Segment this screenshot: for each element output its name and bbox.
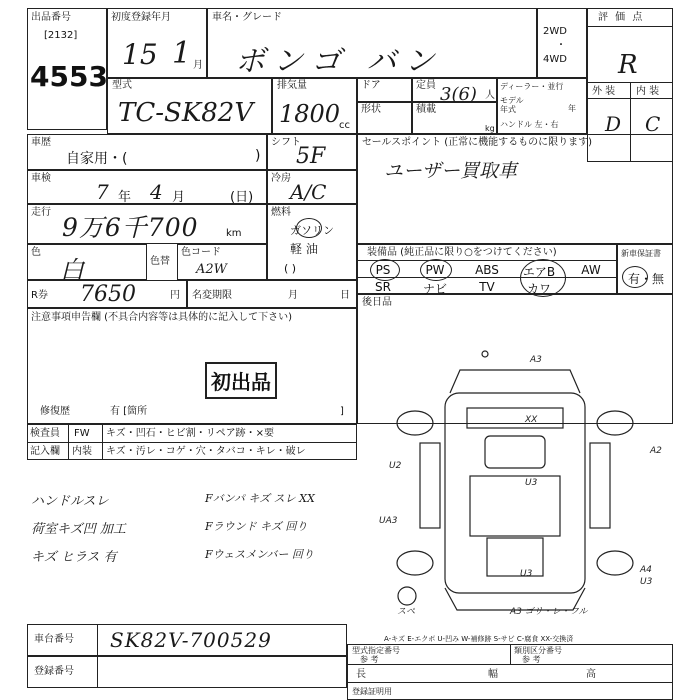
load-unit: kg bbox=[485, 124, 495, 133]
repair-value: 有 [箇所 bbox=[110, 406, 148, 417]
diagram-mark: A4 bbox=[640, 565, 652, 575]
car-name: ボンゴ バン bbox=[235, 44, 443, 79]
equipment-item: PW bbox=[425, 263, 445, 277]
fuel-diesel: 軽 油 bbox=[290, 242, 318, 256]
sales-point-label: セールスポイント (正常に機能するものに限ります) bbox=[362, 137, 593, 148]
caution-box bbox=[27, 308, 357, 424]
mileage-value: 9万6千700 bbox=[62, 213, 199, 242]
category-label: 類別区分番号 bbox=[514, 646, 562, 655]
shift-label: シフト bbox=[271, 137, 301, 148]
diagram-mark: A3 bbox=[530, 355, 542, 365]
inspector-label: 検査員 bbox=[30, 428, 60, 439]
equipment-item: PS bbox=[375, 263, 391, 277]
handle-label: ハンドル 左・右 bbox=[500, 120, 559, 129]
type-label: 型式 bbox=[112, 80, 132, 91]
shift-value: 5F bbox=[296, 144, 326, 169]
diagram-mark: U3 bbox=[525, 478, 538, 488]
capacity-value: 3(6) bbox=[440, 84, 477, 105]
length-label: 長 bbox=[356, 669, 366, 680]
equipment-label: 装備品 (純正品に限り○をつけてください) bbox=[367, 247, 557, 258]
equipment-row-2 bbox=[357, 278, 617, 294]
equipment-item: ABS bbox=[475, 263, 499, 277]
first-listing-stamp: 初出品 bbox=[205, 362, 277, 399]
wheel-fr bbox=[597, 411, 633, 435]
wheel-rl bbox=[397, 551, 433, 575]
equipment-item: AW bbox=[581, 263, 601, 277]
model-year-label: モデル 年式 bbox=[500, 96, 524, 114]
disp-value: 1800 bbox=[279, 100, 341, 128]
color-change-label: 色替 bbox=[150, 256, 170, 267]
ext-label: 外 装 bbox=[592, 86, 616, 97]
height-label: 高 bbox=[586, 669, 596, 680]
name-grade-label: 車名・グレード bbox=[212, 12, 282, 23]
warranty-options: 有・無 bbox=[628, 272, 665, 286]
remark-left: ハンドルスレ bbox=[31, 494, 109, 509]
diagram-mark: U3 bbox=[640, 577, 653, 587]
name-change-day: 日 bbox=[340, 290, 350, 301]
history-box bbox=[27, 134, 267, 170]
cert-label: 登録証明用 bbox=[352, 687, 392, 696]
fuel-label: 燃料 bbox=[271, 207, 291, 218]
remark-right: Fバンパ キズ スレ XX bbox=[205, 492, 315, 505]
vehicle-diagram bbox=[375, 348, 675, 624]
recycle-unit: 円 bbox=[170, 290, 180, 301]
spare-wheel bbox=[398, 587, 416, 605]
caution-label: 注意事項申告欄 (不具合内容等は具体的に記入して下さい) bbox=[31, 312, 292, 323]
history-value: 自家用・( bbox=[66, 151, 128, 167]
airbag-circle bbox=[520, 259, 566, 297]
ps-circle bbox=[370, 259, 400, 281]
inspection-month-unit: 月 bbox=[172, 190, 186, 205]
color-code-label: 色コード bbox=[181, 247, 221, 258]
repair-label: 修復歴 bbox=[40, 406, 70, 417]
ref-label: 参 考 bbox=[360, 655, 379, 664]
drive-dot: ・ bbox=[556, 40, 566, 51]
chassis-value: SK82V-700529 bbox=[110, 628, 272, 652]
fuel-gasoline: ガソリン bbox=[290, 224, 334, 237]
side-left bbox=[420, 443, 440, 528]
remark-left: 荷室キズ凹 加工 bbox=[31, 522, 126, 537]
color-value: 白 bbox=[60, 256, 84, 284]
interior-label: 内装 bbox=[72, 446, 92, 457]
lot-code: [2132] bbox=[44, 30, 78, 41]
remark-left: キズ ヒラス 有 bbox=[31, 550, 117, 565]
equipment-item: ナビ bbox=[422, 282, 447, 296]
diagram-mark: A3 ゴリ・レ・フル bbox=[510, 607, 588, 617]
door-label: ドア bbox=[361, 80, 381, 91]
diagram-mark: U2 bbox=[389, 461, 402, 471]
fuel-paren: ( ) bbox=[284, 262, 297, 275]
lot-label: 出品番号 bbox=[31, 12, 71, 23]
ac-value: A/C bbox=[290, 180, 327, 204]
sales-point-box bbox=[357, 134, 673, 244]
fw-label: FW bbox=[74, 428, 90, 439]
interior-items: キズ・汚レ・コゲ・穴・タバコ・キレ・破レ bbox=[106, 446, 306, 457]
registration-box bbox=[27, 656, 347, 688]
after-label: 後日品 bbox=[362, 297, 392, 308]
first-reg-month-unit: 月 bbox=[193, 60, 203, 71]
equipment-item: カワ bbox=[526, 282, 551, 296]
chassis-label: 車台番号 bbox=[34, 634, 74, 645]
lot-number: 4553 bbox=[30, 60, 108, 93]
first-reg-year: 15 bbox=[122, 38, 158, 71]
history-close: ) bbox=[255, 148, 261, 164]
load-label: 積載 bbox=[416, 104, 436, 115]
int-value: C bbox=[645, 112, 661, 136]
inspection-day-unit: (日) bbox=[230, 190, 254, 205]
capacity-unit: 人 bbox=[485, 90, 495, 101]
front-glass bbox=[467, 408, 563, 428]
fw-items: キズ・凹石・ヒビ割・リペア跡・×要 bbox=[106, 428, 274, 439]
first-reg-label: 初度登録年月 bbox=[111, 12, 171, 23]
model-year-unit: 年 bbox=[568, 104, 576, 113]
remark-right: Fラウンド キズ 回り bbox=[205, 520, 308, 533]
drive-2wd: 2WD bbox=[543, 26, 567, 37]
remarks-list bbox=[27, 490, 357, 590]
warranty-label: 新車保証書 bbox=[621, 249, 661, 258]
diagram-mark: A2 bbox=[650, 446, 662, 456]
type-value: TC-SK82V bbox=[118, 98, 254, 128]
color-box bbox=[27, 244, 147, 280]
roof-front bbox=[485, 436, 545, 468]
shape-label: 形状 bbox=[361, 104, 381, 115]
dealer-label: ディーラー・並行 bbox=[500, 82, 564, 91]
recorder-label: 記入欄 bbox=[30, 446, 60, 457]
eval-value: R bbox=[618, 50, 638, 80]
ac-label: 冷房 bbox=[271, 173, 291, 184]
recycle-label: R券 bbox=[31, 290, 48, 301]
width-label: 幅 bbox=[488, 669, 498, 680]
equipment-item: エアB bbox=[522, 265, 556, 279]
capacity-label: 定員 bbox=[416, 80, 436, 91]
drive-4wd: 4WD bbox=[543, 54, 567, 65]
sales-point-value: ユーザー買取車 bbox=[384, 160, 518, 182]
bumper-front-outline bbox=[450, 370, 580, 393]
diagram-mark: UA3 bbox=[379, 516, 398, 526]
color-code-value: A2W bbox=[196, 262, 228, 277]
inspection-label: 車検 bbox=[31, 173, 51, 184]
name-change-label: 名変期限 bbox=[192, 290, 232, 301]
name-change-month: 月 bbox=[288, 290, 298, 301]
disp-unit: cc bbox=[339, 120, 350, 131]
pw-circle bbox=[420, 259, 452, 281]
disp-label: 排気量 bbox=[277, 80, 307, 91]
body-outline bbox=[445, 393, 585, 593]
antenna-mark bbox=[482, 351, 488, 357]
warranty-circle bbox=[622, 266, 648, 288]
int-label: 内 装 bbox=[636, 86, 660, 97]
registration-label: 登録番号 bbox=[34, 666, 74, 677]
diagram-mark: U3 bbox=[520, 569, 533, 579]
roof bbox=[470, 476, 560, 536]
mileage-label: 走行 bbox=[31, 207, 51, 218]
side-right bbox=[590, 443, 610, 528]
diagram-mark: XX bbox=[525, 415, 538, 425]
rear-door bbox=[487, 538, 543, 576]
first-reg-month: 1 bbox=[172, 36, 192, 71]
remark-right: Fウェスメンバー 回り bbox=[205, 548, 314, 561]
wheel-fl bbox=[397, 411, 433, 435]
inspection-year: 7 bbox=[96, 180, 109, 204]
diagram-mark: スペ bbox=[397, 607, 416, 617]
ext-value: D bbox=[605, 112, 622, 136]
history-label: 車歴 bbox=[31, 137, 51, 148]
ref2-label: 参 考 bbox=[522, 655, 541, 664]
mileage-unit: km bbox=[226, 228, 242, 239]
wheel-rr bbox=[597, 551, 633, 575]
designation-label: 型式指定番号 bbox=[352, 646, 400, 655]
equipment-item: TV bbox=[479, 280, 495, 294]
repair-close: ] bbox=[340, 406, 344, 417]
color-label: 色 bbox=[31, 247, 41, 258]
inspection-month: 4 bbox=[150, 180, 163, 204]
equipment-item: SR bbox=[375, 280, 391, 294]
recycle-value: 7650 bbox=[80, 282, 136, 307]
eval-label: 評 価 点 bbox=[598, 12, 645, 23]
damage-legend: A-キズ E-エクボ U-凹み W-補修跡 S-サビ C-腐食 XX-交換済 bbox=[384, 635, 574, 643]
inspection-year-unit: 年 bbox=[118, 190, 132, 205]
